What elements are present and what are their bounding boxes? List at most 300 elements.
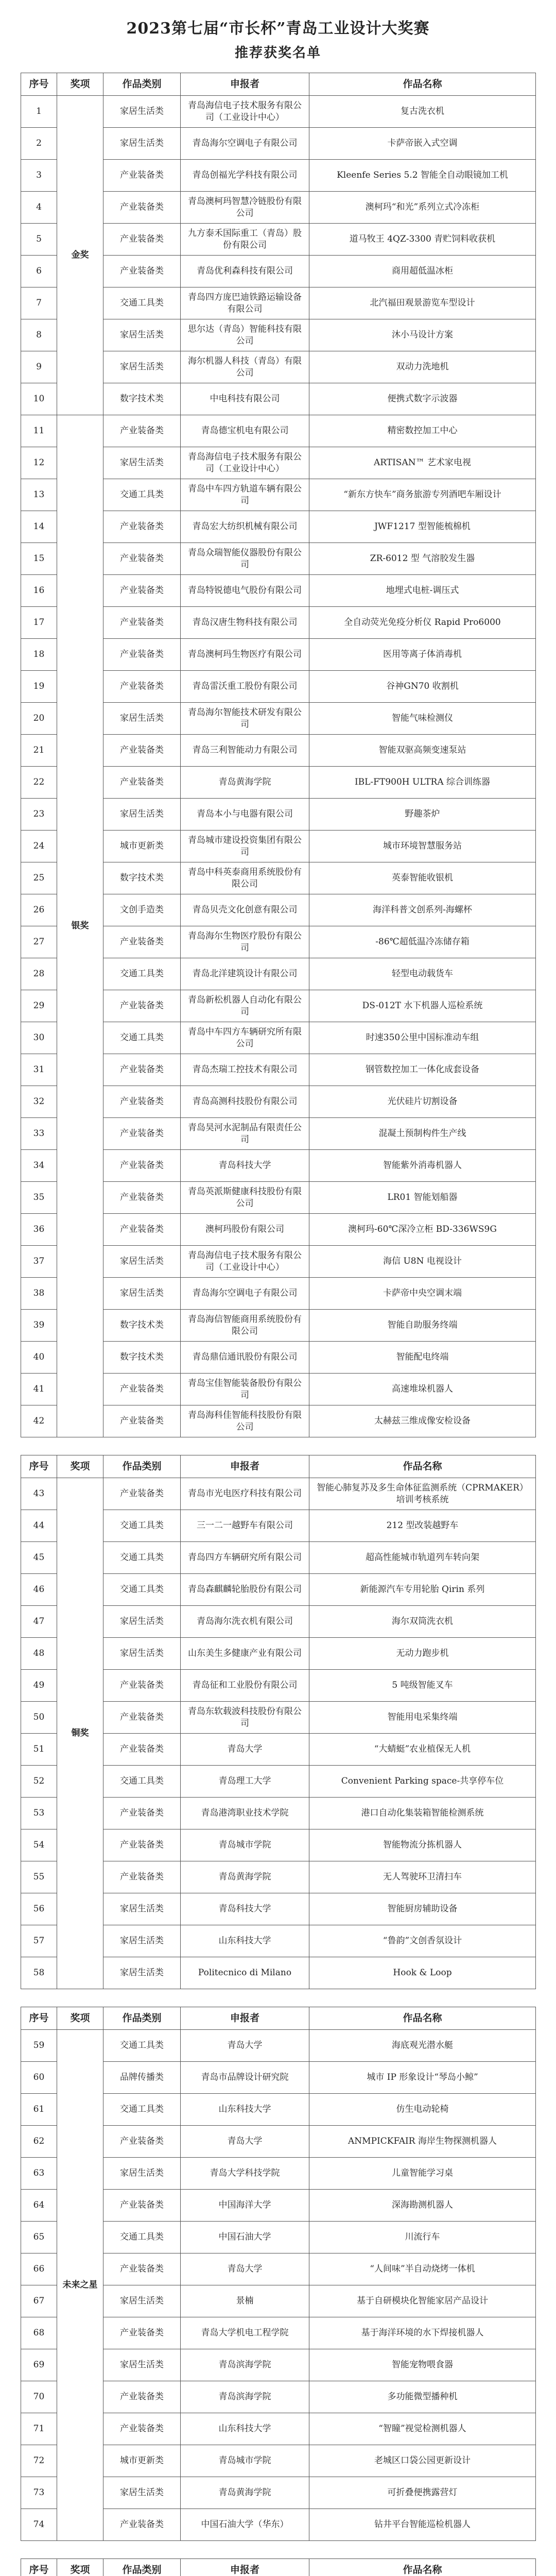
cell-work: ZR-6012 型 气溶胶发生器 xyxy=(309,543,536,575)
cell-category: 交通工具类 xyxy=(103,1510,181,1542)
cell-applicant: 中国石油大学 xyxy=(181,2222,309,2253)
cell-work: 时速350公里中国标准动车组 xyxy=(309,1022,536,1054)
column-header-category: 作品类别 xyxy=(103,2007,181,2030)
cell-no: 45 xyxy=(21,1542,57,1574)
cell-category: 交通工具类 xyxy=(103,1022,181,1054)
cell-no: 11 xyxy=(21,415,57,447)
cell-applicant: 中国石油大学（华东） xyxy=(181,2509,309,2541)
cell-category: 品牌传播类 xyxy=(103,2062,181,2094)
column-header-applicant: 申报者 xyxy=(181,2559,309,2576)
cell-category: 数字技术类 xyxy=(103,1342,181,1374)
cell-category: 产业装备类 xyxy=(103,1150,181,1182)
column-header-category: 作品类别 xyxy=(103,1455,181,1478)
cell-category: 产业装备类 xyxy=(103,671,181,703)
cell-applicant: 青岛高测科技股份有限公司 xyxy=(181,1086,309,1118)
cell-category: 文创手造类 xyxy=(103,894,181,926)
cell-work: “鲁韵”文创香氛设计 xyxy=(309,1925,536,1957)
column-header-no: 序号 xyxy=(21,2559,57,2576)
cell-no: 10 xyxy=(21,383,57,415)
cell-category: 家居生活类 xyxy=(103,703,181,735)
cell-work: 智能用电采集终端 xyxy=(309,1702,536,1734)
cell-work: 英泰智能收银机 xyxy=(309,862,536,894)
cell-applicant: 中电科技有限公司 xyxy=(181,383,309,415)
cell-applicant: 青岛众瑞智能仪器股份有限公司 xyxy=(181,543,309,575)
page-title: 2023第七届“市长杯”青岛工业设计大奖赛 xyxy=(126,20,430,38)
table-row xyxy=(21,96,536,128)
cell-applicant: 山东科技大学 xyxy=(181,2094,309,2126)
cell-no: 37 xyxy=(21,1246,57,1278)
cell-category: 产业装备类 xyxy=(103,1861,181,1893)
cell-category: 产业装备类 xyxy=(103,735,181,767)
cell-applicant: Politecnico di Milano xyxy=(181,1957,309,1989)
cell-work: 太赫兹三维成像安检设备 xyxy=(309,1405,536,1437)
cell-category: 产业装备类 xyxy=(103,1405,181,1437)
cell-category: 家居生活类 xyxy=(103,2158,181,2190)
cell-award: 银奖 xyxy=(57,415,103,1437)
cell-category: 家居生活类 xyxy=(103,319,181,351)
award-table xyxy=(21,1455,536,1989)
cell-applicant: 青岛黄海学院 xyxy=(181,2477,309,2509)
cell-category: 家居生活类 xyxy=(103,1957,181,1989)
cell-no: 48 xyxy=(21,1638,57,1670)
cell-category: 家居生活类 xyxy=(103,1606,181,1638)
cell-work: 海信 U8N 电视设计 xyxy=(309,1246,536,1278)
cell-applicant: 青岛海尔空调电子有限公司 xyxy=(181,1278,309,1310)
cell-no: 12 xyxy=(21,447,57,479)
column-header-applicant: 申报者 xyxy=(181,1455,309,1478)
cell-no: 34 xyxy=(21,1150,57,1182)
cell-applicant: 青岛海信电子技术服务有限公司（工业设计中心） xyxy=(181,447,309,479)
cell-work: 复古洗衣机 xyxy=(309,96,536,128)
cell-category: 交通工具类 xyxy=(103,2222,181,2253)
cell-award: 金奖 xyxy=(57,96,103,415)
cell-work: 北汽福田观景游览车型设计 xyxy=(309,287,536,319)
cell-no: 17 xyxy=(21,607,57,639)
cell-applicant: 青岛黄海学院 xyxy=(181,1861,309,1893)
cell-no: 62 xyxy=(21,2126,57,2158)
table-header-row xyxy=(21,2559,536,2576)
cell-applicant: 青岛滨海学院 xyxy=(181,2349,309,2381)
cell-applicant: 青岛中科英泰商用系统股份有限公司 xyxy=(181,862,309,894)
award-table xyxy=(21,2558,536,2576)
cell-applicant: 青岛市品牌设计研究院 xyxy=(181,2062,309,2094)
cell-work: 城市 IP 形象设计“琴岛小鲸” xyxy=(309,2062,536,2094)
cell-applicant: 青岛昊河水泥制品有限责任公司 xyxy=(181,1118,309,1150)
cell-no: 57 xyxy=(21,1925,57,1957)
cell-applicant: 青岛澳柯玛生物医疗有限公司 xyxy=(181,639,309,671)
cell-no: 24 xyxy=(21,831,57,862)
cell-work: 轻型电动载货车 xyxy=(309,958,536,990)
cell-work: 双动力洗地机 xyxy=(309,351,536,383)
cell-work: DS-012T 水下机器人巡检系统 xyxy=(309,990,536,1022)
cell-no: 47 xyxy=(21,1606,57,1638)
cell-applicant: 青岛三利智能动力有限公司 xyxy=(181,735,309,767)
cell-no: 61 xyxy=(21,2094,57,2126)
cell-applicant: 青岛森麒麟轮胎股份有限公司 xyxy=(181,1574,309,1606)
cell-work: 多功能微型播种机 xyxy=(309,2381,536,2413)
cell-work: 海底观光潜水艇 xyxy=(309,2030,536,2062)
cell-category: 产业装备类 xyxy=(103,192,181,224)
cell-no: 69 xyxy=(21,2349,57,2381)
cell-applicant: 青岛澳柯玛智慧冷链股份有限公司 xyxy=(181,192,309,224)
cell-work: 可折叠便携露营灯 xyxy=(309,2477,536,2509)
cell-work: 地埋式电桩-调压式 xyxy=(309,575,536,607)
cell-no: 49 xyxy=(21,1670,57,1702)
cell-category: 产业装备类 xyxy=(103,1182,181,1214)
table-row xyxy=(21,2030,536,2062)
cell-category: 产业装备类 xyxy=(103,415,181,447)
cell-no: 8 xyxy=(21,319,57,351)
cell-category: 数字技术类 xyxy=(103,1310,181,1342)
cell-work: 野趣茶炉 xyxy=(309,799,536,831)
column-header-category: 作品类别 xyxy=(103,2559,181,2576)
cell-work: 智能紫外消毒机器人 xyxy=(309,1150,536,1182)
cell-applicant: 青岛宏大纺织机械有限公司 xyxy=(181,511,309,543)
award-table xyxy=(21,73,536,1437)
cell-category: 产业装备类 xyxy=(103,224,181,256)
cell-category: 家居生活类 xyxy=(103,799,181,831)
cell-no: 70 xyxy=(21,2381,57,2413)
cell-work: 商用超低温冰柜 xyxy=(309,256,536,287)
cell-work: 无人驾驶环卫清扫车 xyxy=(309,1861,536,1893)
cell-no: 1 xyxy=(21,96,57,128)
cell-category: 交通工具类 xyxy=(103,1574,181,1606)
cell-applicant: 中国海洋大学 xyxy=(181,2190,309,2222)
cell-applicant: 青岛海信电子技术服务有限公司（工业设计中心） xyxy=(181,96,309,128)
cell-work: 仿生电动轮椅 xyxy=(309,2094,536,2126)
cell-category: 家居生活类 xyxy=(103,1246,181,1278)
cell-category: 产业装备类 xyxy=(103,639,181,671)
cell-no: 63 xyxy=(21,2158,57,2190)
table-header-row xyxy=(21,73,536,96)
table-header-row xyxy=(21,2007,536,2030)
column-header-work: 作品名称 xyxy=(309,2007,536,2030)
cell-category: 产业装备类 xyxy=(103,2317,181,2349)
cell-no: 73 xyxy=(21,2477,57,2509)
column-header-applicant: 申报者 xyxy=(181,73,309,96)
cell-applicant: 青岛海尔智能技术研发有限公司 xyxy=(181,703,309,735)
cell-work: 智能气味检测仪 xyxy=(309,703,536,735)
cell-work: 老城区口袋公园更新设计 xyxy=(309,2445,536,2477)
cell-category: 家居生活类 xyxy=(103,1638,181,1670)
cell-applicant: 青岛城市学院 xyxy=(181,2445,309,2477)
cell-category: 产业装备类 xyxy=(103,160,181,192)
cell-work: 5 吨级智能叉车 xyxy=(309,1670,536,1702)
cell-work: “人间味”半自动烧烤一体机 xyxy=(309,2253,536,2285)
cell-applicant: 青岛海信电子技术服务有限公司（工业设计中心） xyxy=(181,1246,309,1278)
cell-no: 33 xyxy=(21,1118,57,1150)
cell-no: 72 xyxy=(21,2445,57,2477)
cell-applicant: 青岛科技大学 xyxy=(181,1150,309,1182)
cell-work: “大蜻蜓”农业植保无人机 xyxy=(309,1734,536,1766)
cell-applicant: 青岛征和工业股份有限公司 xyxy=(181,1670,309,1702)
cell-work: 智能配电终端 xyxy=(309,1342,536,1374)
cell-work: 便携式数字示波器 xyxy=(309,383,536,415)
cell-no: 65 xyxy=(21,2222,57,2253)
cell-no: 46 xyxy=(21,1574,57,1606)
table-row xyxy=(21,1478,536,1510)
cell-no: 7 xyxy=(21,287,57,319)
cell-work: 智能心肺复苏及多生命体征监测系统（CPRMAKER）培训考核系统 xyxy=(309,1478,536,1510)
page-subtitle: 推荐获奖名单 xyxy=(234,45,321,61)
cell-applicant: 澳柯玛股份有限公司 xyxy=(181,1214,309,1246)
cell-award: 铜奖 xyxy=(57,1478,103,1989)
cell-work: IBL-FT900H ULTRA 综合训练器 xyxy=(309,767,536,799)
cell-applicant: 青岛中车四方轨道车辆有限公司 xyxy=(181,479,309,511)
cell-work: ANMPICKFAIR 海岸生物探测机器人 xyxy=(309,2126,536,2158)
cell-no: 35 xyxy=(21,1182,57,1214)
cell-work: 卡萨帝嵌入式空调 xyxy=(309,128,536,160)
cell-applicant: 青岛滨海学院 xyxy=(181,2381,309,2413)
cell-applicant: 青岛大学 xyxy=(181,2126,309,2158)
cell-category: 产业装备类 xyxy=(103,1702,181,1734)
cell-category: 数字技术类 xyxy=(103,862,181,894)
cell-category: 家居生活类 xyxy=(103,1278,181,1310)
cell-category: 交通工具类 xyxy=(103,958,181,990)
cell-work: 澳柯玛-60℃深冷立柜 BD-336WS9G xyxy=(309,1214,536,1246)
cell-category: 交通工具类 xyxy=(103,2030,181,2062)
cell-work: 道马牧王 4QZ-3300 青贮饲料收获机 xyxy=(309,224,536,256)
cell-no: 38 xyxy=(21,1278,57,1310)
cell-applicant: 景楠 xyxy=(181,2285,309,2317)
cell-category: 家居生活类 xyxy=(103,2349,181,2381)
cell-no: 52 xyxy=(21,1766,57,1798)
cell-no: 42 xyxy=(21,1405,57,1437)
cell-no: 44 xyxy=(21,1510,57,1542)
cell-work: 钢管数控加工一体化成套设备 xyxy=(309,1054,536,1086)
cell-work: 深海勘测机器人 xyxy=(309,2190,536,2222)
cell-applicant: 青岛海尔生物医疗股份有限公司 xyxy=(181,926,309,958)
cell-no: 64 xyxy=(21,2190,57,2222)
cell-applicant: 山东美生多健康产业有限公司 xyxy=(181,1638,309,1670)
cell-work: 儿童智能学习桌 xyxy=(309,2158,536,2190)
cell-applicant: 青岛特锐德电气股份有限公司 xyxy=(181,575,309,607)
column-header-no: 序号 xyxy=(21,1455,57,1478)
cell-no: 13 xyxy=(21,479,57,511)
cell-no: 27 xyxy=(21,926,57,958)
cell-applicant: 青岛市光电医疗科技有限公司 xyxy=(181,1478,309,1510)
cell-applicant: 山东科技大学 xyxy=(181,1925,309,1957)
cell-no: 20 xyxy=(21,703,57,735)
cell-work: 港口自动化集装箱智能检测系统 xyxy=(309,1798,536,1829)
cell-applicant: 青岛海尔空调电子有限公司 xyxy=(181,128,309,160)
cell-no: 40 xyxy=(21,1342,57,1374)
cell-no: 29 xyxy=(21,990,57,1022)
cell-work: “新东方快车”商务旅游专列酒吧车厢设计 xyxy=(309,479,536,511)
cell-no: 41 xyxy=(21,1374,57,1405)
cell-category: 产业装备类 xyxy=(103,543,181,575)
cell-applicant: 青岛大学科技学院 xyxy=(181,2158,309,2190)
column-header-category: 作品类别 xyxy=(103,73,181,96)
cell-category: 产业装备类 xyxy=(103,2509,181,2541)
cell-applicant: 青岛大学 xyxy=(181,2030,309,2062)
cell-work: 智能双驱高频变速泵站 xyxy=(309,735,536,767)
cell-category: 交通工具类 xyxy=(103,287,181,319)
cell-category: 产业装备类 xyxy=(103,1829,181,1861)
cell-work: Convenient Parking space-共享停车位 xyxy=(309,1766,536,1798)
cell-work: “智瞳”视觉检测机器人 xyxy=(309,2413,536,2445)
cell-applicant: 青岛东软载波科技股份有限公司 xyxy=(181,1702,309,1734)
cell-work: 基于海洋环境的水下焊接机器人 xyxy=(309,2317,536,2349)
cell-work: 谷神GN70 收割机 xyxy=(309,671,536,703)
cell-no: 26 xyxy=(21,894,57,926)
cell-category: 家居生活类 xyxy=(103,447,181,479)
cell-work: 新能源汽车专用轮胎 Qirin 系列 xyxy=(309,1574,536,1606)
cell-no: 25 xyxy=(21,862,57,894)
cell-applicant: 青岛北洋建筑设计有限公司 xyxy=(181,958,309,990)
cell-applicant: 青岛英派斯健康科技股份有限公司 xyxy=(181,1182,309,1214)
cell-category: 家居生活类 xyxy=(103,2285,181,2317)
cell-no: 74 xyxy=(21,2509,57,2541)
cell-no: 30 xyxy=(21,1022,57,1054)
cell-applicant: 青岛大学机电工程学院 xyxy=(181,2317,309,2349)
cell-no: 2 xyxy=(21,128,57,160)
cell-applicant: 青岛港湾职业技术学院 xyxy=(181,1798,309,1829)
cell-category: 产业装备类 xyxy=(103,990,181,1022)
cell-work: 混凝土预制构件生产线 xyxy=(309,1118,536,1150)
cell-category: 交通工具类 xyxy=(103,479,181,511)
cell-category: 产业装备类 xyxy=(103,2126,181,2158)
column-header-work: 作品名称 xyxy=(309,73,536,96)
cell-applicant: 青岛创福光学科技有限公司 xyxy=(181,160,309,192)
cell-no: 71 xyxy=(21,2413,57,2445)
cell-applicant: 青岛本小与电器有限公司 xyxy=(181,799,309,831)
cell-no: 18 xyxy=(21,639,57,671)
cell-applicant: 青岛四方车辆研究所有限公司 xyxy=(181,1542,309,1574)
cell-no: 39 xyxy=(21,1310,57,1342)
cell-applicant: 青岛理工大学 xyxy=(181,1766,309,1798)
cell-work: 全自动荧光免疫分析仪 Rapid Pro6000 xyxy=(309,607,536,639)
cell-work: 城市环境智慧服务站 xyxy=(309,831,536,862)
cell-applicant: 青岛贝壳文化创意有限公司 xyxy=(181,894,309,926)
cell-category: 产业装备类 xyxy=(103,1734,181,1766)
cell-no: 6 xyxy=(21,256,57,287)
cell-category: 产业装备类 xyxy=(103,2190,181,2222)
cell-work: 智能厨房辅助设备 xyxy=(309,1893,536,1925)
cell-applicant: 青岛宝佳智能装备股份有限公司 xyxy=(181,1374,309,1405)
cell-work: 精密数控加工中心 xyxy=(309,415,536,447)
cell-category: 产业装备类 xyxy=(103,1054,181,1086)
cell-no: 59 xyxy=(21,2030,57,2062)
cell-work: 光伏硅片切割设备 xyxy=(309,1086,536,1118)
cell-no: 9 xyxy=(21,351,57,383)
cell-applicant: 青岛四方庞巴迪铁路运输设备有限公司 xyxy=(181,287,309,319)
cell-no: 36 xyxy=(21,1214,57,1246)
cell-no: 55 xyxy=(21,1861,57,1893)
cell-applicant: 青岛鼎信通讯股份有限公司 xyxy=(181,1342,309,1374)
cell-no: 60 xyxy=(21,2062,57,2094)
cell-applicant: 青岛杰瑞工控技术有限公司 xyxy=(181,1054,309,1086)
cell-category: 交通工具类 xyxy=(103,1766,181,1798)
cell-award: 未来之星 xyxy=(57,2030,103,2541)
cell-work: -86℃超低温冷冻储存箱 xyxy=(309,926,536,958)
cell-work: 医用等离子体消毒机 xyxy=(309,639,536,671)
cell-work: 卡萨帝中央空调末端 xyxy=(309,1278,536,1310)
cell-applicant: 九方泰禾国际重工（青岛）股份有限公司 xyxy=(181,224,309,256)
cell-applicant: 青岛海尔洗衣机有限公司 xyxy=(181,1606,309,1638)
cell-category: 家居生活类 xyxy=(103,1893,181,1925)
cell-category: 交通工具类 xyxy=(103,1542,181,1574)
cell-no: 67 xyxy=(21,2285,57,2317)
table-header-row xyxy=(21,1455,536,1478)
column-header-work: 作品名称 xyxy=(309,1455,536,1478)
cell-work: 无动力跑步机 xyxy=(309,1638,536,1670)
cell-work: 沐小马设计方案 xyxy=(309,319,536,351)
cell-no: 53 xyxy=(21,1798,57,1829)
cell-no: 4 xyxy=(21,192,57,224)
cell-no: 23 xyxy=(21,799,57,831)
award-table xyxy=(21,2007,536,2541)
cell-category: 产业装备类 xyxy=(103,767,181,799)
cell-no: 14 xyxy=(21,511,57,543)
cell-category: 产业装备类 xyxy=(103,2381,181,2413)
cell-work: Hook & Loop xyxy=(309,1957,536,1989)
cell-no: 22 xyxy=(21,767,57,799)
cell-category: 产业装备类 xyxy=(103,1214,181,1246)
cell-applicant: 青岛大学 xyxy=(181,2253,309,2285)
cell-work: 钻井平台智能巡检机器人 xyxy=(309,2509,536,2541)
cell-work: 高速堆垛机器人 xyxy=(309,1374,536,1405)
column-header-no: 序号 xyxy=(21,73,57,96)
cell-applicant: 青岛科技大学 xyxy=(181,1893,309,1925)
cell-category: 城市更新类 xyxy=(103,831,181,862)
cell-work: 智能自助服务终端 xyxy=(309,1310,536,1342)
cell-applicant: 青岛优利森科技有限公司 xyxy=(181,256,309,287)
cell-category: 家居生活类 xyxy=(103,1925,181,1957)
cell-category: 家居生活类 xyxy=(103,351,181,383)
column-header-award: 奖项 xyxy=(57,73,103,96)
cell-category: 数字技术类 xyxy=(103,383,181,415)
cell-category: 家居生活类 xyxy=(103,128,181,160)
cell-work: JWF1217 型智能梳棉机 xyxy=(309,511,536,543)
table-row xyxy=(21,415,536,447)
cell-category: 产业装备类 xyxy=(103,1798,181,1829)
cell-applicant: 山东科技大学 xyxy=(181,2413,309,2445)
column-header-award: 奖项 xyxy=(57,1455,103,1478)
cell-category: 产业装备类 xyxy=(103,1478,181,1510)
cell-work: 智能宠物喂食器 xyxy=(309,2349,536,2381)
cell-no: 28 xyxy=(21,958,57,990)
cell-applicant: 三一二一越野车有限公司 xyxy=(181,1510,309,1542)
cell-no: 50 xyxy=(21,1702,57,1734)
cell-no: 54 xyxy=(21,1829,57,1861)
cell-work: Kleenfe Series 5.2 智能全自动眼镜加工机 xyxy=(309,160,536,192)
cell-work: 海洋科普文创系列-海螺杯 xyxy=(309,894,536,926)
cell-category: 产业装备类 xyxy=(103,2413,181,2445)
cell-applicant: 青岛中车四方车辆研究所有限公司 xyxy=(181,1022,309,1054)
cell-applicant: 青岛黄海学院 xyxy=(181,767,309,799)
cell-work: 212 型改装越野车 xyxy=(309,1510,536,1542)
cell-category: 产业装备类 xyxy=(103,1086,181,1118)
cell-applicant: 青岛大学 xyxy=(181,1734,309,1766)
column-header-applicant: 申报者 xyxy=(181,2007,309,2030)
cell-applicant: 思尔达（青岛）智能科技有限公司 xyxy=(181,319,309,351)
cell-no: 16 xyxy=(21,575,57,607)
cell-category: 产业装备类 xyxy=(103,2253,181,2285)
cell-no: 32 xyxy=(21,1086,57,1118)
cell-no: 3 xyxy=(21,160,57,192)
cell-applicant: 青岛海科佳智能科技股份有限公司 xyxy=(181,1405,309,1437)
cell-work: 海尔双筒洗衣机 xyxy=(309,1606,536,1638)
cell-no: 15 xyxy=(21,543,57,575)
cell-category: 产业装备类 xyxy=(103,256,181,287)
cell-category: 产业装备类 xyxy=(103,607,181,639)
cell-applicant: 青岛雷沃重工股份有限公司 xyxy=(181,671,309,703)
cell-applicant: 青岛海信智能商用系统股份有限公司 xyxy=(181,1310,309,1342)
cell-applicant: 青岛德宝机电有限公司 xyxy=(181,415,309,447)
cell-no: 5 xyxy=(21,224,57,256)
cell-applicant: 青岛汉唐生物科技有限公司 xyxy=(181,607,309,639)
